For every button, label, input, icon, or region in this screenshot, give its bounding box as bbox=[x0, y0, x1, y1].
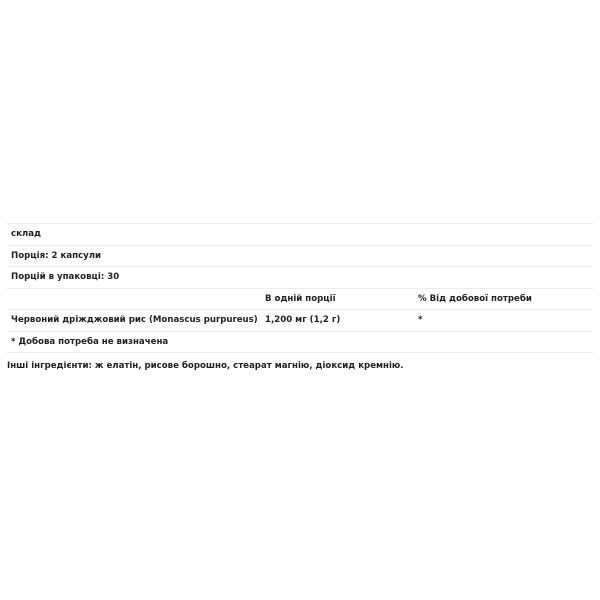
ingredient-amount: 1,200 мг (1,2 г) bbox=[265, 315, 341, 325]
other-ingredients: Інші інгредієнти: ж елатін, рисове борошно, стеарат магнію, діоксид кремнію. bbox=[7, 361, 404, 371]
footnote-row bbox=[7, 332, 593, 354]
serving-row bbox=[7, 246, 593, 268]
ingredient-name: Червоний дріжджовий рис (Monascus purpureus) bbox=[11, 315, 258, 325]
table-row bbox=[7, 310, 593, 332]
serving-size: Порція: 2 капсули bbox=[11, 250, 102, 261]
header-daily-value: % Від добової потреби bbox=[418, 293, 532, 304]
servings-per-container: Порцій в упаковці: 30 bbox=[11, 272, 120, 282]
table-title-row bbox=[7, 224, 593, 246]
footnote: * Добова потреба не визначена bbox=[11, 336, 169, 347]
ingredient-dv: * bbox=[418, 315, 423, 325]
header-row bbox=[7, 289, 593, 311]
table-title: склад bbox=[11, 229, 41, 239]
servings-per-container-row bbox=[7, 267, 593, 289]
supplement-facts-table bbox=[7, 223, 593, 353]
header-per-serving: В одній порції bbox=[265, 293, 336, 304]
